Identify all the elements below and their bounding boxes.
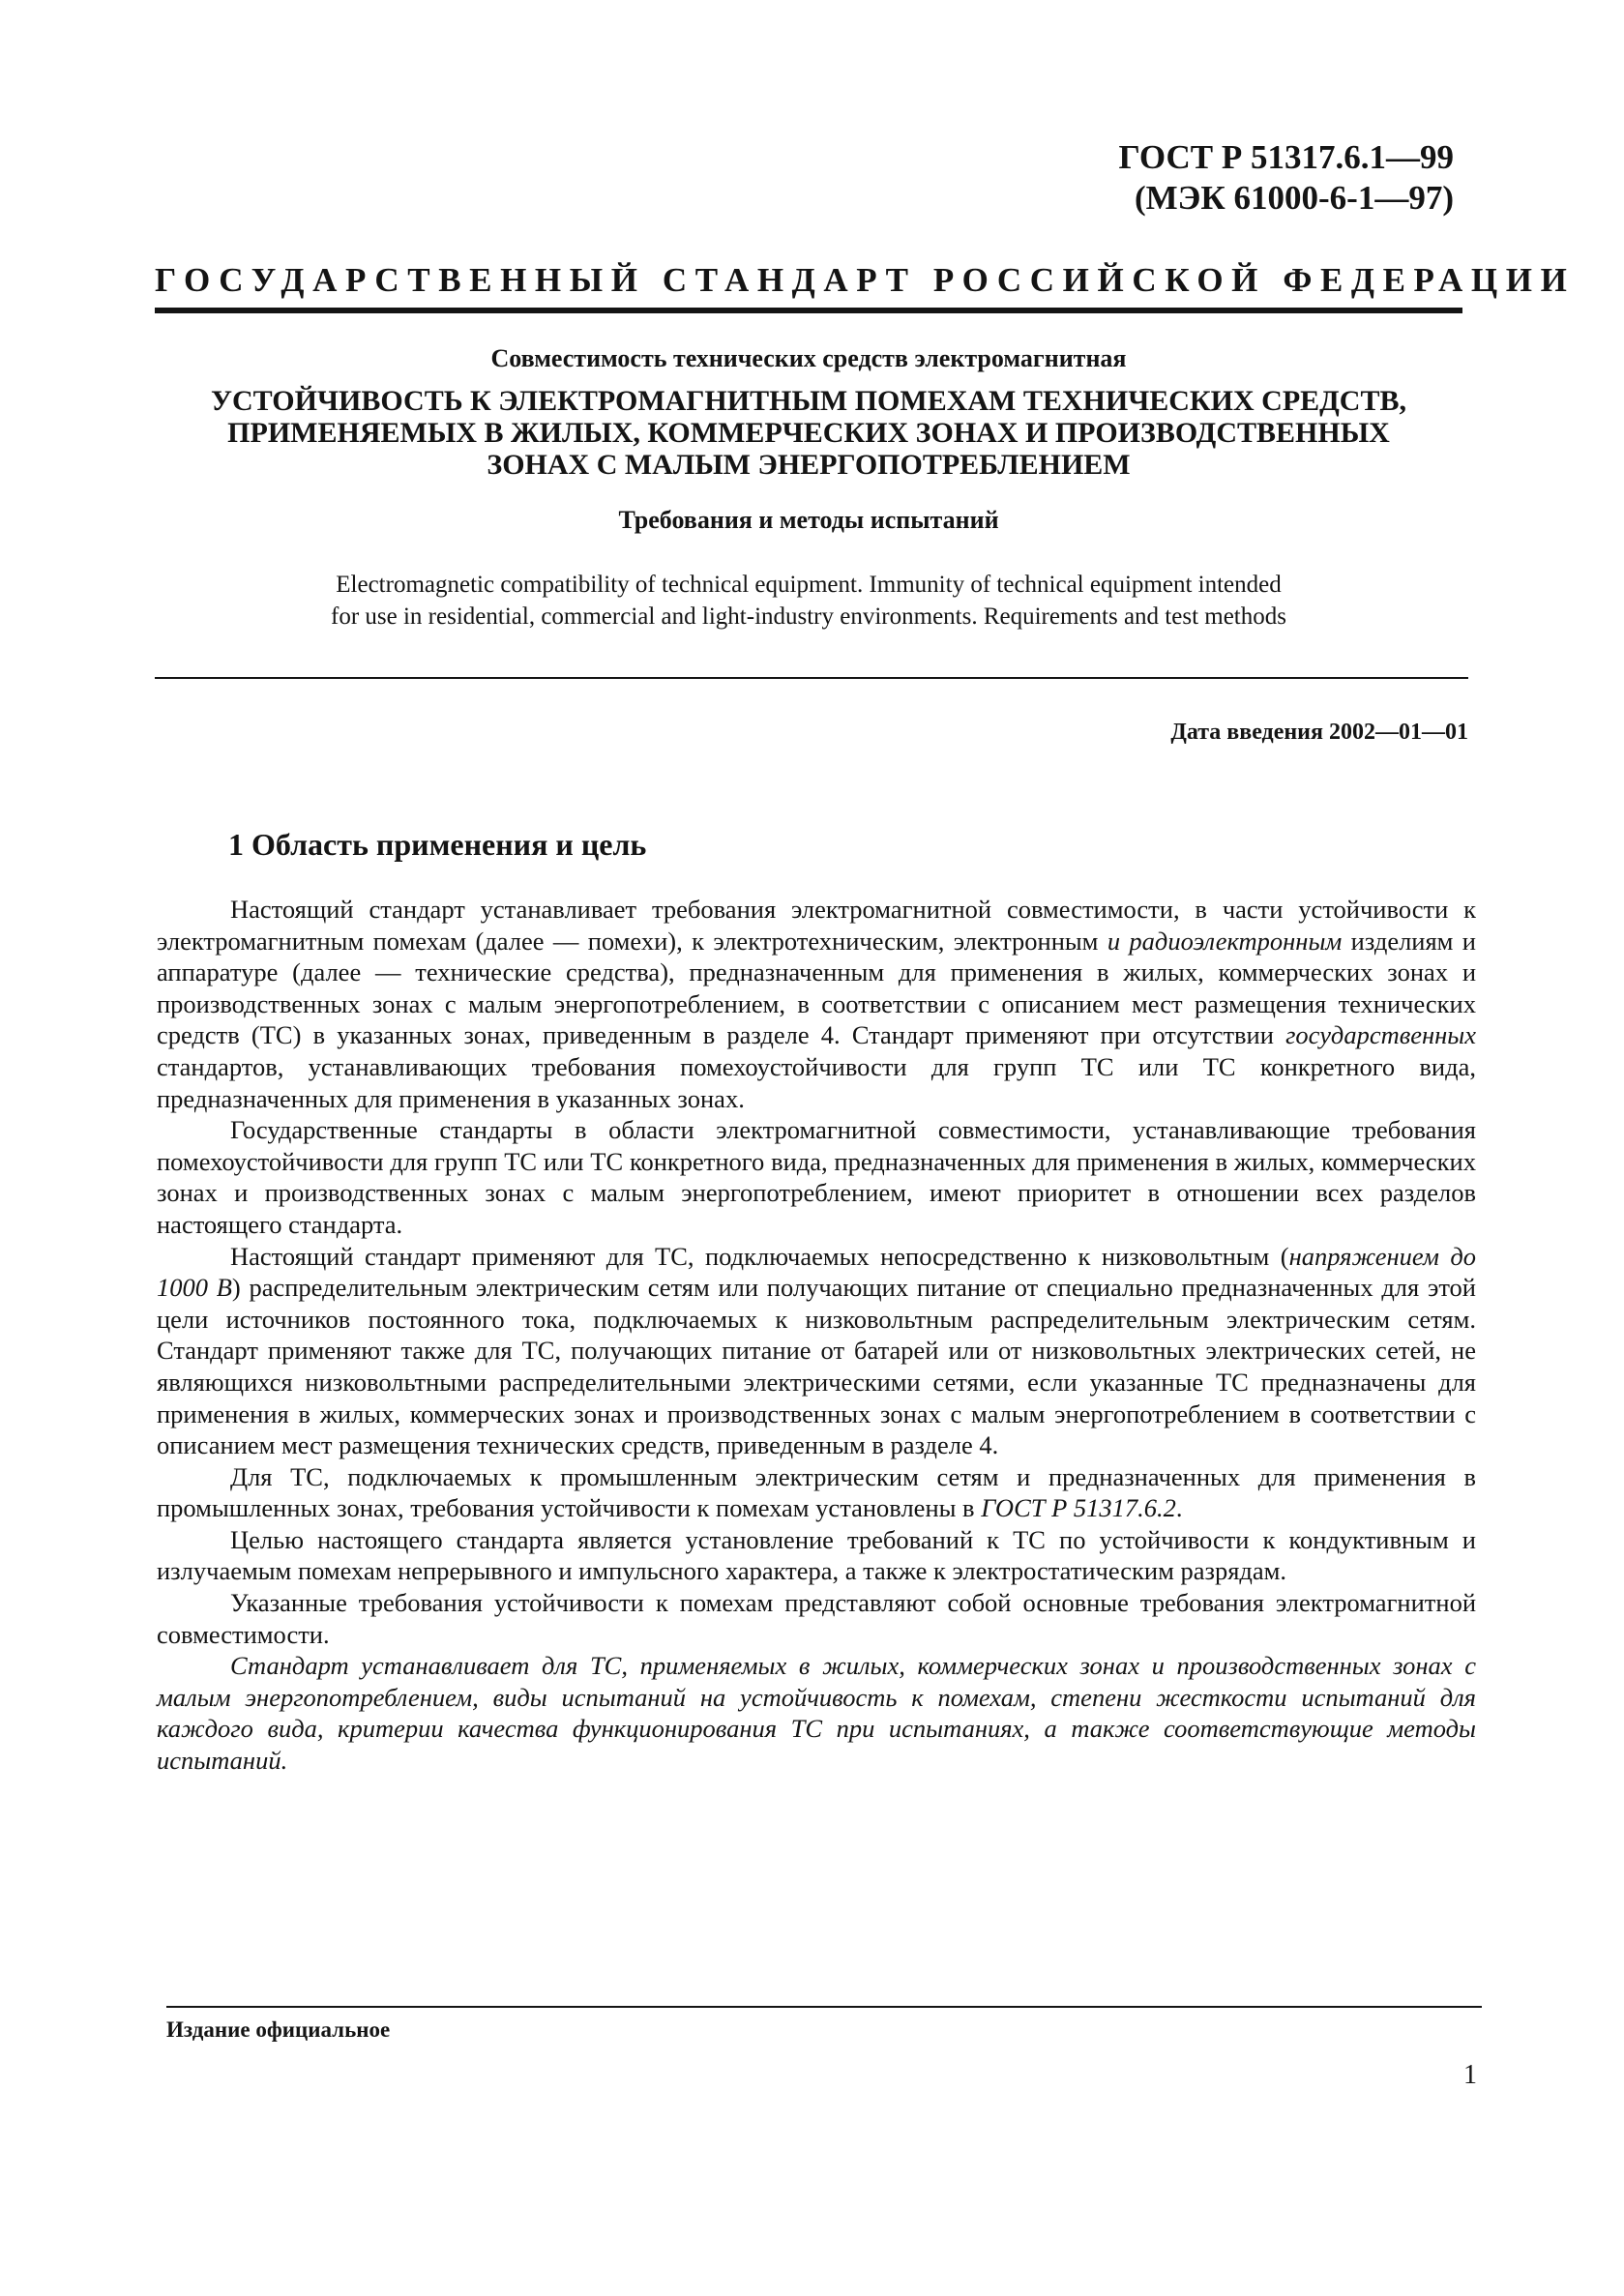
text-run: Настоящий стандарт устанавливает требования электромагнитной совместимости, в части устойчивости к электромагнитным помехам (далее — помехи), к электротехническим, электронным xyxy=(157,895,1476,956)
section-heading: 1 Область применения и цель xyxy=(228,827,647,862)
main-title-line: ЗОНАХ С МАЛЫМ ЭНЕРГОПОТРЕБЛЕНИЕМ xyxy=(487,449,1131,481)
text-run: Для ТС, подключаемых к промышленным электрическим сетям и предназначенных для применения в промышленных зонах, требования устойчивости к помехам установлены в xyxy=(157,1461,1476,1523)
main-title xyxy=(155,385,1462,481)
subject-line: Совместимость технических средств электромагнитная xyxy=(490,344,1127,372)
text-run: ) распределительным электрическим сетям или получающих питание от специально предназначенных для этой цели источников постоянного тока, подключаемых к низковольтным распределительным электрическим сетям. Стандарт применяют также для ТС, получающих питание от батарей или от низковольтных электрических сетей, не являющихся низковольтными распределительными электрическими сетями, если указанные ТС предназначены для применения в жилых, коммерческих зонах и производственных зонах с малым энергопотреблением в соответствии с описанием мест размещения технических средств, приведенным в разделе 4. xyxy=(157,1273,1476,1460)
italic-run: напряжением до 1000 В xyxy=(157,1241,1476,1303)
text-run: изделиям и аппаратуре (далее — технические средства), предназначенным для применения в жилых, коммерческих зонах и производственных зонах с малым энергопотреблением, в соответствии с описанием мест размещения технических средств (ТС) в указанных зонах, приведенным в разделе 4. Стандарт применяют при отсутствии xyxy=(157,926,1476,1050)
italic-run: и радиоэлектронным xyxy=(1107,926,1343,956)
italic-run: государственных xyxy=(1285,1020,1476,1050)
main-title-line: УСТОЙЧИВОСТЬ К ЭЛЕКТРОМАГНИТНЫМ ПОМЕХАМ ТЕХНИЧЕСКИХ СРЕДСТВ, xyxy=(211,385,1406,417)
iec-number: (МЭК 61000-6-1—97) xyxy=(1134,179,1454,217)
english-title-line: Electromagnetic compatibility of technical equipment. Immunity of technical equipment intended xyxy=(336,572,1282,598)
paragraph: Целью настоящего стандарта является установление требований к ТС по устойчивости к кондуктивным и излучаемым помехам непрерывного и импульсного характера, а также к электростатическим разрядам. xyxy=(157,1524,1476,1586)
standard-number: ГОСТ Р 51317.6.1—99 xyxy=(1118,138,1454,176)
paragraph xyxy=(157,1241,1476,1461)
paragraph xyxy=(157,1461,1476,1524)
italic-reference: ГОСТ Р 51317.6.2 xyxy=(981,1493,1176,1523)
paragraph: Государственные стандарты в области электромагнитной совместимости, устанавливающие требования помехоустойчивости для групп ТС или ТС конкретного вида, предназначенных для применения в жилых, коммерческих зонах и производственных зонах с малым энергопотреблением, имеют приоритет в отношении всех разделов настоящего стандарта. xyxy=(157,1115,1476,1239)
english-title-line: for use in residential, commercial and light-industry environments. Requirements and test methods xyxy=(331,603,1286,630)
text-run: . xyxy=(1175,1493,1183,1523)
page-number: 1 xyxy=(1463,2060,1477,2090)
english-title xyxy=(155,569,1462,633)
banner-rule xyxy=(155,308,1462,313)
subtitle: Требования и методы испытаний xyxy=(618,506,999,534)
paragraph xyxy=(157,894,1476,1114)
standard-designation xyxy=(1118,137,1454,219)
introduction-date: Дата введения 2002—01—01 xyxy=(1170,720,1468,745)
title-rule xyxy=(155,677,1468,679)
paragraph: Указанные требования устойчивости к помехам представляют собой основные требования электромагнитной совместимости. xyxy=(157,1588,1476,1649)
text-run: Настоящий стандарт применяют для ТС, подключаемых непосредственно к низковольтным ( xyxy=(230,1241,1289,1271)
italic-paragraph: Стандарт устанавливает для ТС, применяемых в жилых, коммерческих зонах и производственных зонах с малым энергопотреблением, виды испытаний на устойчивость к помехам, степени жесткости испытаний для каждого вида, критерии качества функционирования ТС при испытаниях, а также соответствующие методы испытаний. xyxy=(157,1651,1476,1776)
text-run: стандартов, устанавливающих требования помехоустойчивости для групп ТС или ТС конкретного вида, предназначенных для применения в указанных зонах. xyxy=(157,1051,1476,1113)
state-standard-banner: ГОСУДАРСТВЕННЫЙ СТАНДАРТ РОССИЙСКОЙ ФЕДЕРАЦИИ xyxy=(155,261,1576,299)
main-title-line: ПРИМЕНЯЕМЫХ В ЖИЛЫХ, КОММЕРЧЕСКИХ ЗОНАХ И ПРОИЗВОДСТВЕННЫХ xyxy=(227,417,1390,449)
footer-rule xyxy=(166,2006,1482,2008)
edition-label: Издание официальное xyxy=(166,2017,391,2042)
section-body xyxy=(157,894,1476,1777)
